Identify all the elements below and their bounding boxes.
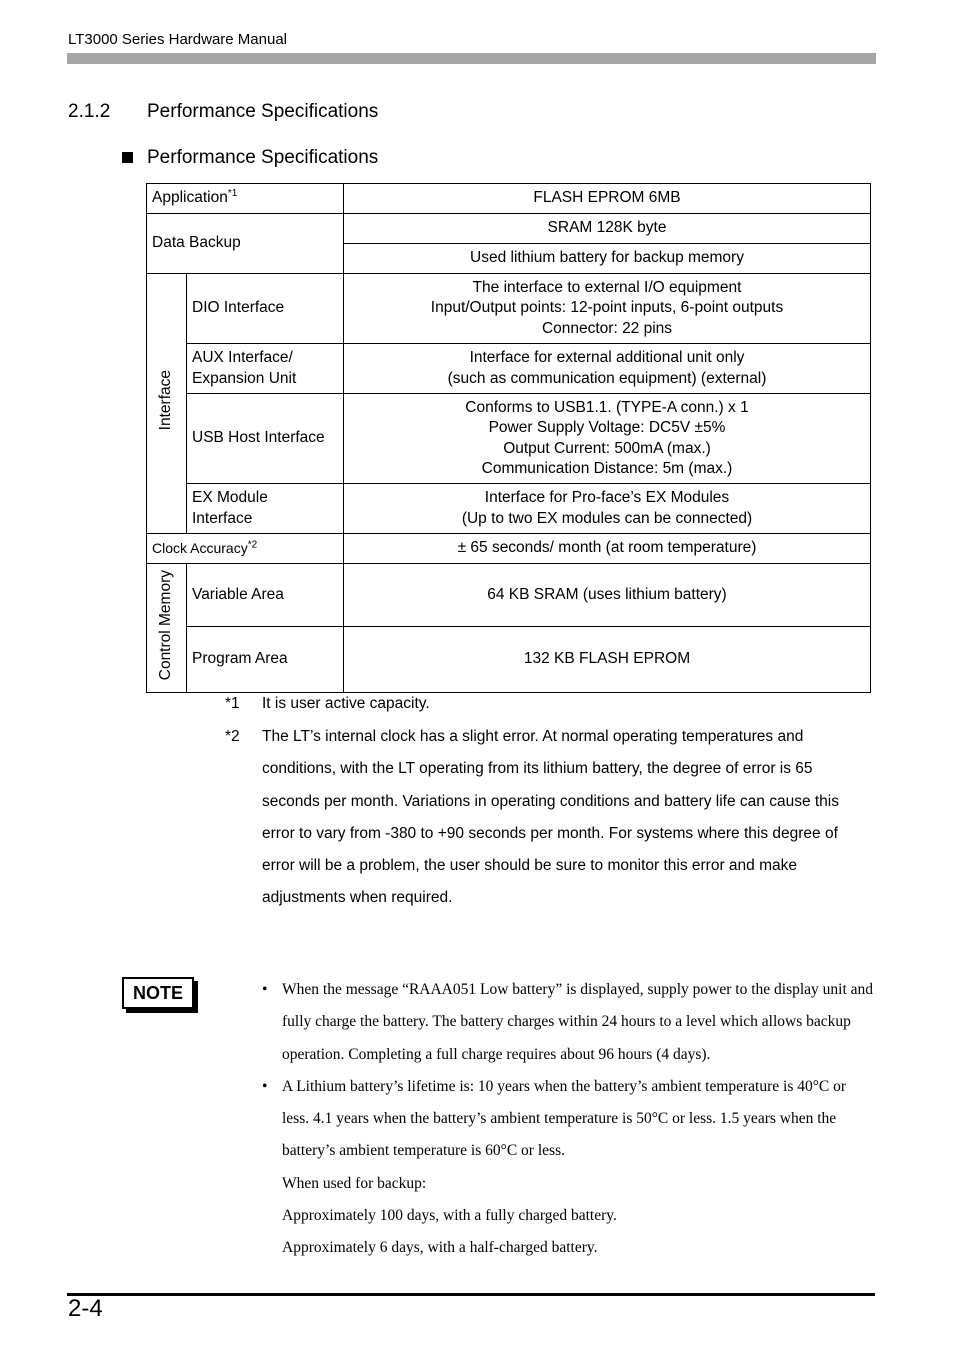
note-line: Approximately 100 days, with a fully charged battery.: [282, 1207, 617, 1225]
section-title: Performance Specifications: [147, 101, 379, 122]
note-line: Approximately 6 days, with a half-charged battery.: [282, 1239, 598, 1257]
note-item: • When the message “RAAA051 Low battery” is displayed, supply power to the display unit and fully charge the battery. The battery charges within 24 hours to a level which allows backup operation. Completing a full charge requires about 96 hours (4 days).: [262, 974, 874, 1071]
value-variable-area: 64 KB SRAM (uses lithium battery): [344, 564, 871, 627]
value-data-backup-2: Used lithium battery for backup memory: [344, 244, 871, 274]
bullet-icon: •: [262, 981, 268, 998]
value-aux: Interface for external additional unit only (such as communication equipment) (external): [344, 344, 871, 394]
value-clock: ± 65 seconds/ month (at room temperature): [344, 534, 871, 564]
footnote-1-text: It is user active capacity.: [262, 695, 430, 712]
note-item: • A Lithium battery’s lifetime is: 10 years when the battery’s ambient temperature is 40°C or less. 4.1 years when the battery’s ambient temperature is 50°C or less. 1.5 years when the battery’s ambient temperature is 60°C or less.: [262, 1071, 874, 1168]
group-control-memory: Control Memory: [147, 564, 187, 693]
footnote-1-mark: *1: [225, 695, 240, 712]
table-row: [147, 214, 871, 244]
footnote-2-text: The LT’s internal clock has a slight error. At normal operating temperatures and conditions, with the LT operating from its lithium battery, the degree of error is 65 seconds per month. Variations in operating conditions and battery life can cause this error to vary from -380 to +90 seconds per month. For systems where this degree of error will be a problem, the user should be sure to monitor this error and make adjustments when required.: [262, 728, 839, 907]
footnote-2-mark: *2: [225, 728, 240, 745]
label-variable-area: Variable Area: [187, 564, 344, 627]
table-row: [147, 274, 871, 344]
square-bullet-icon: [122, 152, 133, 163]
label-aux: AUX Interface/ Expansion Unit: [187, 344, 344, 394]
section-number: 2.1.2: [68, 101, 111, 122]
table-row: [147, 534, 871, 564]
note-badge: NOTE: [122, 977, 194, 1009]
label-data-backup: Data Backup: [147, 214, 344, 274]
label-application: Application$^{*1}$: [147, 184, 344, 214]
value-ex: Interface for Pro-face’s EX Modules (Up to two EX modules can be connected): [344, 484, 871, 534]
bullet-icon: •: [262, 1077, 268, 1095]
label-ex: EX Module Interface: [187, 484, 344, 534]
label-usb: USB Host Interface: [187, 394, 344, 484]
page-number: 2-4: [68, 1295, 103, 1322]
value-program-area: 132 KB FLASH EPROM: [344, 627, 871, 693]
subsection-title: Performance Specifications: [147, 147, 379, 168]
header-title: LT3000 Series Hardware Manual: [68, 31, 288, 48]
header-bar: [67, 53, 876, 64]
value-data-backup-1: SRAM 128K byte: [344, 214, 871, 244]
table-row: [147, 564, 871, 627]
label-dio: DIO Interface: [187, 274, 344, 344]
note-list: [262, 974, 874, 1265]
footer-rule: [67, 1293, 875, 1296]
value-usb: Conforms to USB1.1. (TYPE-A conn.) x 1 Power Supply Voltage: DC5V ±5% Output Current: 500mA (max.) Communication Distance: 5m (max.): [344, 394, 871, 484]
spec-table: [146, 183, 871, 693]
table-row: [147, 484, 871, 534]
table-row: [147, 394, 871, 484]
group-interface: Interface: [147, 274, 187, 534]
label-clock: Clock Accuracy$^{*2}$: [147, 534, 344, 564]
table-row: [147, 344, 871, 394]
value-dio: The interface to external I/O equipment Input/Output points: 12-point inputs, 6-point outputs Connector: 22 pins: [344, 274, 871, 344]
table-row: [147, 184, 871, 214]
table-row: [147, 627, 871, 693]
value-application: FLASH EPROM 6MB: [344, 184, 871, 214]
note-line: When used for backup:: [282, 1174, 427, 1192]
label-program-area: Program Area: [187, 627, 344, 693]
